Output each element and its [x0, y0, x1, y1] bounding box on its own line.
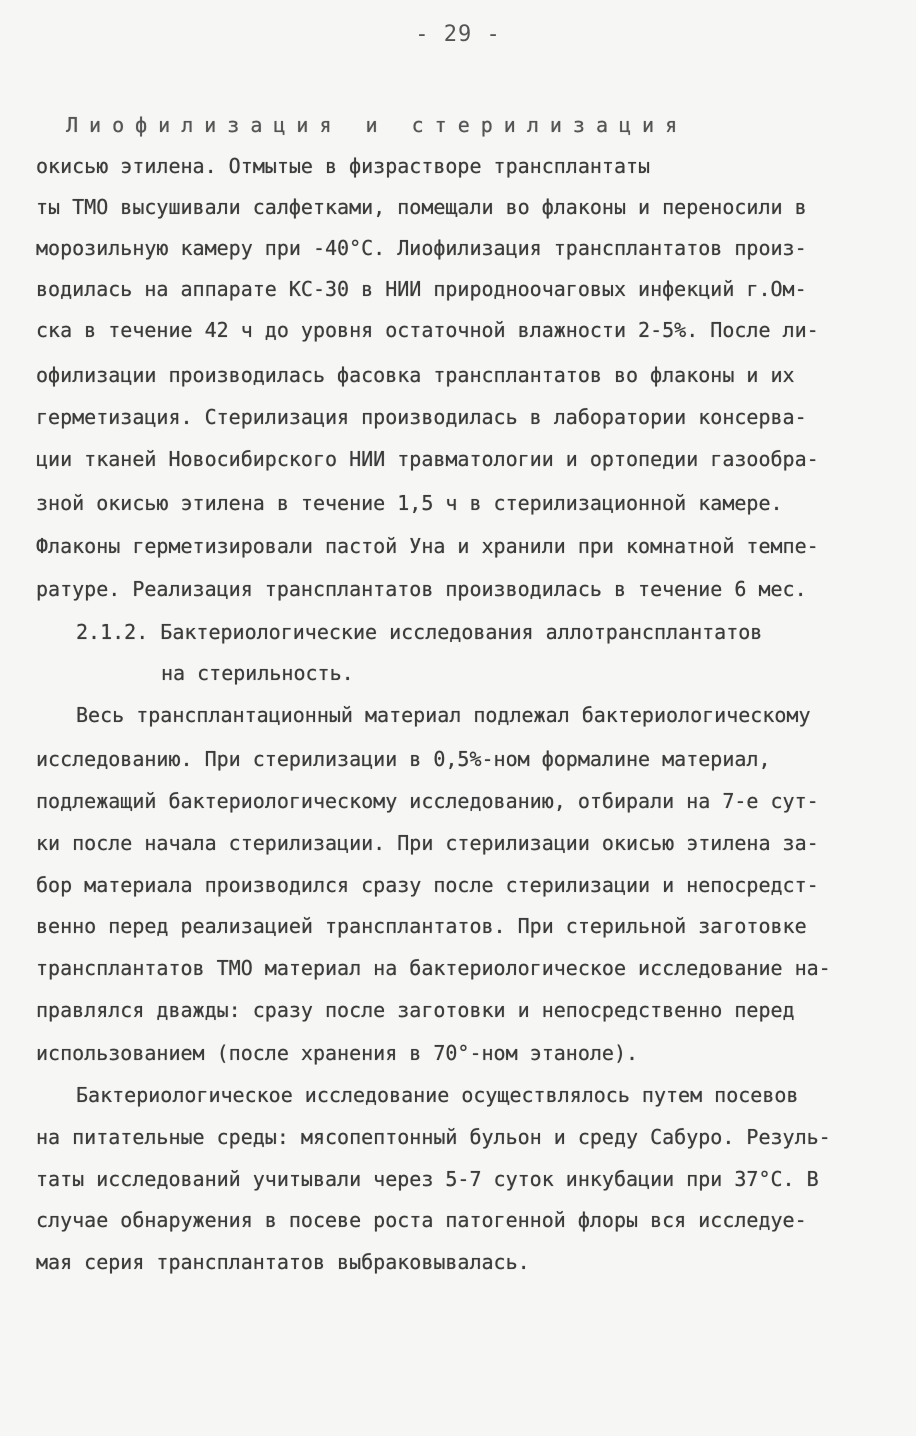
- text-line: бор материала производился сразу после стерилизации и непосредст-: [36, 873, 819, 897]
- text-line: подлежащий бактериологическому исследованию, отбирали на 7-е сут-: [36, 789, 819, 813]
- text-line: окисью этилена. Отмытые в физрастворе трансплантаты: [36, 154, 651, 178]
- text-line: венно перед реализацией трансплантатов. При стерильной заготовке: [36, 914, 807, 938]
- text-line: офилизации производилась фасовка трансплантатов во флаконы и их: [36, 363, 795, 387]
- text-line: Весь трансплантационный материал подлежал бактериологическому: [76, 703, 811, 727]
- text-line: таты исследований учитывали через 5-7 суток инкубации при 37°С. В: [36, 1167, 819, 1191]
- text-line: водилась на аппарате КС-30 в НИИ природноочаговых инфекций г.Ом-: [36, 277, 807, 301]
- text-line: исследованию. При стерилизации в 0,5%-ном формалине материал,: [36, 747, 771, 771]
- text-line: использованием (после хранения в 70°-ном этаноле).: [36, 1041, 639, 1065]
- text-line: ты ТМО высушивали салфетками, помещали во флаконы и переносили в: [36, 195, 807, 219]
- subsection-heading: 2.1.2. Бактериологические исследования аллотрансплантатов: [76, 620, 763, 644]
- text-line: Флаконы герметизировали пастой Уна и хранили при комнатной темпе-: [36, 534, 819, 558]
- text-line: правлялся дважды: сразу после заготовки и непосредственно перед: [36, 998, 795, 1022]
- text-line: трансплантатов ТМО материал на бактериологическое исследование на-: [36, 956, 831, 980]
- text-line: мая серия трансплантатов выбраковывалась.: [36, 1250, 530, 1274]
- text-line: ска в течение 42 ч до уровня остаточной влажности 2-5%. После ли-: [36, 318, 819, 342]
- text-line: ции тканей Новосибирского НИИ травматологии и ортопедии газообра-: [36, 447, 819, 471]
- text-line: Бактериологическое исследование осуществлялось путем посевов: [76, 1083, 799, 1107]
- section-heading: Лиофилизация и стерилизация: [66, 113, 689, 137]
- text-line: герметизация. Стерилизация производилась в лаборатории консерва-: [36, 405, 807, 429]
- subsection-heading: на стерильность.: [161, 661, 354, 685]
- text-line: на питательные среды: мясопептонный бульон и среду Сабуро. Резуль-: [36, 1125, 831, 1149]
- text-line: морозильную камеру при -40°С. Лиофилизация трансплантатов произ-: [36, 236, 807, 260]
- text-line: ратуре. Реализация трансплантатов производилась в течение 6 мес.: [36, 577, 807, 601]
- text-line: зной окисью этилена в течение 1,5 ч в стерилизационной камере.: [36, 491, 783, 515]
- text-line: случае обнаружения в посеве роста патогенной флоры вся исследуе-: [36, 1208, 807, 1232]
- text-line: ки после начала стерилизации. При стерилизации окисью этилена за-: [36, 831, 819, 855]
- page-number: - 29 -: [415, 22, 501, 47]
